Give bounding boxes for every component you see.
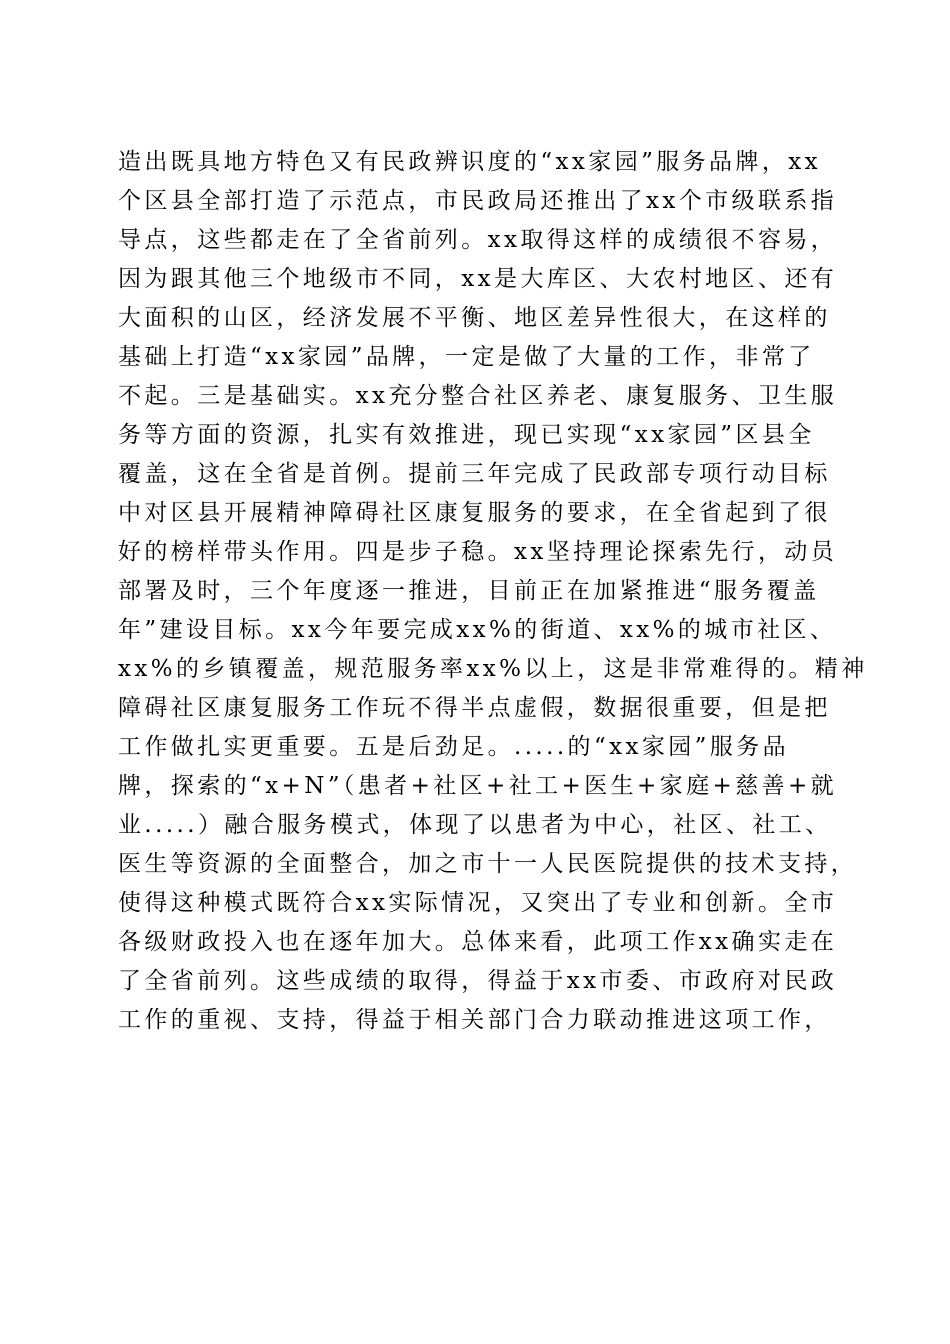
text-line: 个区县全部打造了示范点，市民政局还推出了xx个市级联系指 (118, 188, 838, 214)
text-line: 导点，这些都走在了全省前列。xx取得这样的成绩很不容易， (118, 227, 838, 253)
text-line: 牌，探索的“x+N”（患者+社区+社工+医生+家庭+慈善+就 (118, 773, 838, 799)
text-line: 务等方面的资源，扎实有效推进，现已实现“xx家园”区县全 (118, 422, 815, 448)
text-line: 好的榜样带头作用。四是步子稳。xx坚持理论探索先行，动员 (118, 539, 838, 565)
text-line: 障碍社区康复服务工作玩不得半点虚假，数据很重要，但是把 (118, 695, 831, 721)
text-line: 部署及时，三个年度逐一推进，目前正在加紧推进“服务覆盖 (118, 578, 820, 604)
text-line: 工作做扎实更重要。五是后劲足。.....的“xx家园”服务品 (118, 734, 790, 760)
text-line: 了全省前列。这些成绩的取得，得益于xx市委、市政府对民政 (118, 968, 838, 994)
text-line: 工作的重视、支持，得益于相关部门合力联动推进这项工作， (118, 1007, 831, 1033)
text-line: 基础上打造“xx家园”品牌，一定是做了大量的工作，非常了 (118, 344, 815, 370)
text-line: 各级财政投入也在逐年加大。总体来看，此项工作xx确实走在 (118, 929, 838, 955)
text-line: 中对区县开展精神障碍社区康复服务的要求，在全省起到了很 (118, 500, 831, 526)
text-line: 业.....）融合服务模式，体现了以患者为中心，社区、社工、 (118, 812, 832, 838)
text-line: 医生等资源的全面整合，加之市十一人民医院提供的技术支持， (118, 851, 858, 877)
text-line: 年”建设目标。xx今年要完成xx%的街道、xx%的城市社区、 (118, 617, 837, 643)
text-line: 因为跟其他三个地级市不同，xx是大库区、大农村地区、还有 (118, 266, 838, 292)
body-paragraph (118, 143, 868, 1040)
text-line: 大面积的山区，经济发展不平衡、地区差异性很大，在这样的 (118, 305, 831, 331)
text-line: xx%的乡镇覆盖，规范服务率xx%以上，这是非常难得的。精神 (118, 656, 868, 682)
text-line: 覆盖，这在全省是首例。提前三年完成了民政部专项行动目标 (118, 461, 831, 487)
text-line: 造出既具地方特色又有民政辨识度的“xx家园”服务品牌，xx (118, 149, 822, 175)
text-line: 使得这种模式既符合xx实际情况，又突出了专业和创新。全市 (118, 890, 838, 916)
text-line: 不起。三是基础实。xx充分整合社区养老、康复服务、卫生服 (118, 383, 838, 409)
